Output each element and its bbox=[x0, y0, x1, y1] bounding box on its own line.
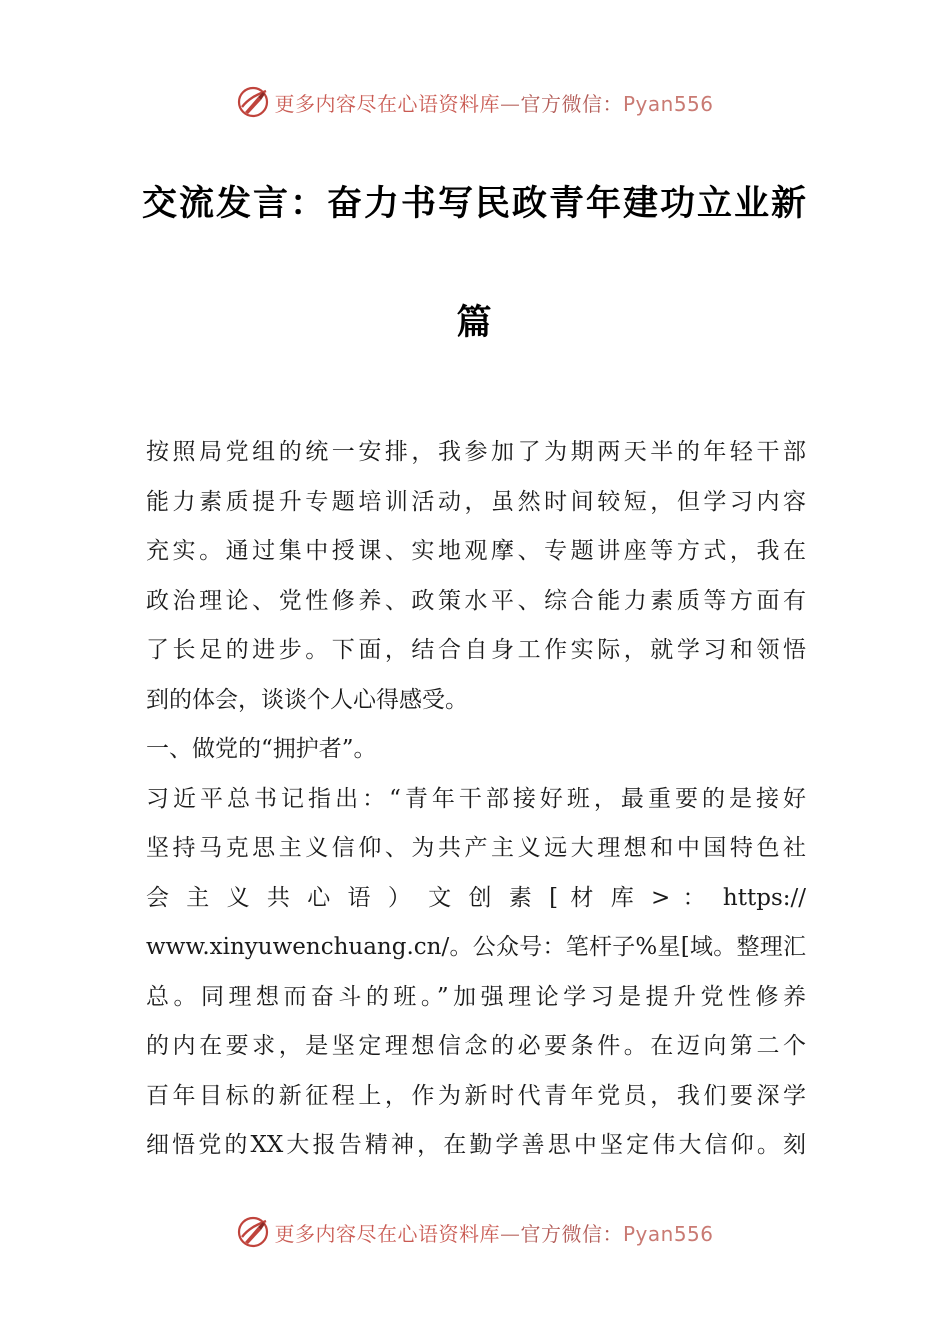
banner-wechat-label: 官方微信： bbox=[520, 91, 623, 116]
footer-banner bbox=[0, 1212, 950, 1252]
body-line: 会 主 义 共 心 语 ） 文 创 素 [ 材 库 > ： https:// bbox=[146, 884, 806, 911]
body-line: 充实。通过集中授课、实地观摩、专题讲座等方式，我在 bbox=[146, 538, 806, 564]
body-line: 按照局党组的统一安排，我参加了为期两天半的年轻干部 bbox=[146, 439, 806, 465]
document-title-line-1: 交流发言：奋力书写民政青年建功立业新 bbox=[141, 184, 808, 224]
document-title-line-2: 篇 bbox=[456, 303, 494, 343]
body-line: 细悟党的XX大报告精神，在勤学善思中坚定伟大信仰。刻 bbox=[146, 1132, 806, 1158]
banner-text bbox=[274, 1218, 713, 1247]
pen-logo-icon bbox=[236, 85, 270, 119]
document-body bbox=[146, 428, 806, 1171]
banner-brand: 更多内容尽在心语资料库 bbox=[274, 1221, 500, 1246]
body-line: 政治理论、党性修养、政策水平、综合能力素质等方面有 bbox=[146, 587, 806, 614]
section-heading: 一、做党的“拥护者”。 bbox=[146, 736, 377, 762]
banner-wechat-id: Pyan556 bbox=[622, 1221, 714, 1246]
banner-wechat-id: Pyan556 bbox=[622, 91, 714, 116]
banner-brand: 更多内容尽在心语资料库 bbox=[274, 91, 500, 116]
body-line: 坚持马克思主义信仰、为共产主义远大理想和中国特色社 bbox=[146, 835, 806, 861]
body-line: 百年目标的新征程上，作为新时代青年党员，我们要深学 bbox=[146, 1082, 806, 1109]
body-line: 了长足的进步。下面，结合自身工作实际，就学习和领悟 bbox=[146, 637, 806, 663]
body-line: 的内在要求，是坚定理想信念的必要条件。在迈向第二个 bbox=[146, 1033, 806, 1059]
body-line: 能力素质提升专题培训活动，虽然时间较短，但学习内容 bbox=[146, 488, 806, 515]
body-line: 到的体会，谈谈个人心得感受。 bbox=[146, 686, 468, 713]
body-line: 总。同理想而奋斗的班。”加强理论学习是提升党性修养 bbox=[146, 983, 806, 1010]
pen-logo-icon bbox=[236, 1215, 270, 1249]
banner-wechat-label: 官方微信： bbox=[520, 1221, 623, 1246]
banner-dash: — bbox=[499, 1221, 521, 1246]
banner-text bbox=[274, 88, 713, 117]
header-banner bbox=[0, 82, 950, 122]
body-line: www.xinyuwenchuang.cn/。公众号：笔杆子%星[域。整理汇 bbox=[146, 934, 806, 960]
banner-dash: — bbox=[499, 91, 521, 116]
body-line: 习近平总书记指出：“青年干部接好班，最重要的是接好 bbox=[146, 785, 806, 812]
